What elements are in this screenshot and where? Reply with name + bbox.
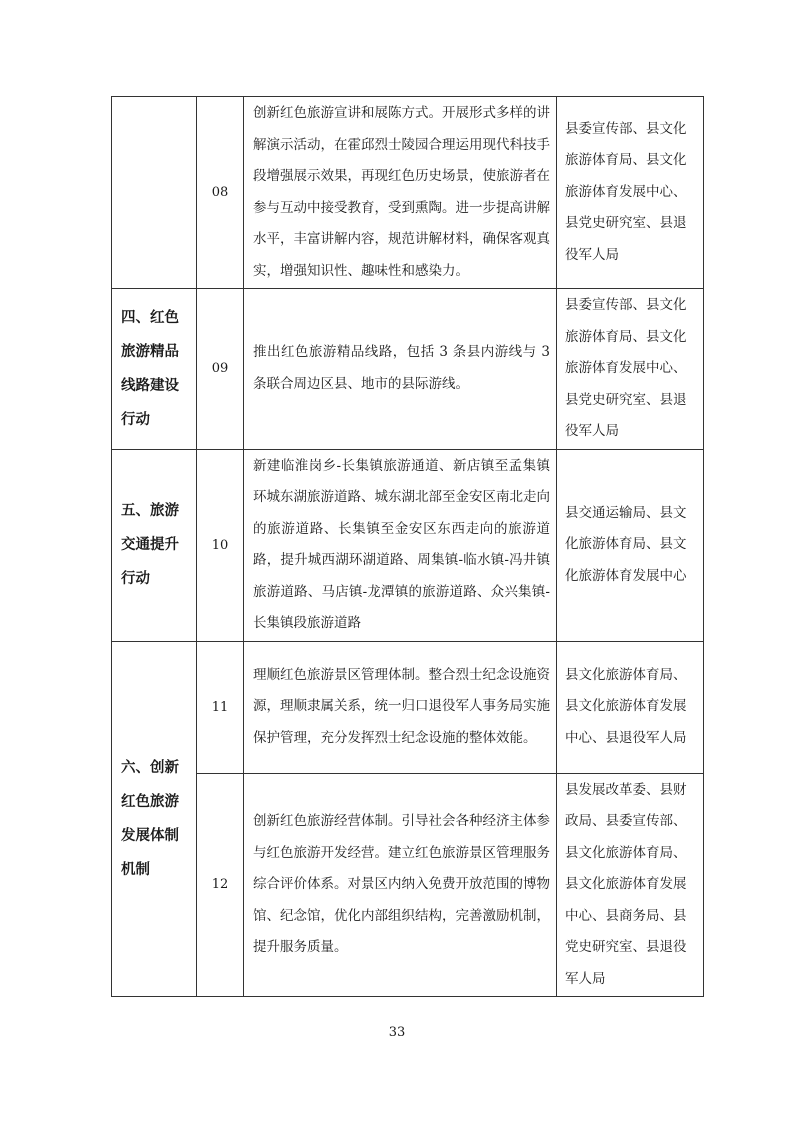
page-number: 33 bbox=[388, 1025, 406, 1040]
action-plan-table bbox=[111, 96, 704, 997]
item-number: 12 bbox=[197, 773, 244, 997]
responsible-departments: 县委宣传部、县文化旅游体育局、县文化旅游体育发展中心、县党史研究室、县退役军人局 bbox=[557, 97, 704, 289]
table-row bbox=[112, 449, 704, 641]
responsible-departments: 县文化旅游体育局、县文化旅游体育发展中心、县退役军人局 bbox=[557, 641, 704, 773]
table-row bbox=[112, 97, 704, 289]
table-row bbox=[112, 773, 704, 997]
category-cell bbox=[112, 97, 197, 289]
category-cell: 四、红色旅游精品线路建设行动 bbox=[112, 289, 197, 450]
item-number: 08 bbox=[197, 97, 244, 289]
item-number: 10 bbox=[197, 449, 244, 641]
task-content: 创新红色旅游宣讲和展陈方式。开展形式多样的讲解演示活动，在霍邱烈士陵园合理运用现代科技手段增强展示效果，再现红色历史场景，使旅游者在参与互动中接受教育，受到熏陶。进一步提高讲解水平，丰富讲解内容，规范讲解材料，确保客观真实，增强知识性、趣味性和感染力。 bbox=[244, 97, 557, 289]
task-content: 理顺红色旅游景区管理体制。整合烈士纪念设施资源，理顺隶属关系，统一归口退役军人事务局实施保护管理，充分发挥烈士纪念设施的整体效能。 bbox=[244, 641, 557, 773]
item-number: 11 bbox=[197, 641, 244, 773]
task-content: 新建临淮岗乡-长集镇旅游通道、新店镇至孟集镇环城东湖旅游道路、城东湖北部至金安区南北走向的旅游道路、长集镇至金安区东西走向的旅游道路，提升城西湖环湖道路、周集镇-临水镇-冯井镇旅游道路、马店镇-龙潭镇的旅游道路、众兴集镇-长集镇段旅游道路 bbox=[244, 449, 557, 641]
category-cell: 五、旅游交通提升行动 bbox=[112, 449, 197, 641]
task-content: 推出红色旅游精品线路，包括 3 条县内游线与 3 条联合周边区县、地市的县际游线。 bbox=[244, 289, 557, 450]
item-number: 09 bbox=[197, 289, 244, 450]
responsible-departments: 县发展改革委、县财政局、县委宣传部、县文化旅游体育局、县文化旅游体育发展中心、县商务局、县党史研究室、县退役军人局 bbox=[557, 773, 704, 997]
responsible-departments: 县委宣传部、县文化旅游体育局、县文化旅游体育发展中心、县党史研究室、县退役军人局 bbox=[557, 289, 704, 450]
task-content: 创新红色旅游经营体制。引导社会各种经济主体参与红色旅游开发经营。建立红色旅游景区管理服务综合评价体系。对景区内纳入免费开放范围的博物馆、纪念馆，优化内部组织结构，完善激励机制，提升服务质量。 bbox=[244, 773, 557, 997]
category-cell: 六、创新红色旅游发展体制机制 bbox=[112, 641, 197, 997]
responsible-departments: 县交通运输局、县文化旅游体育局、县文化旅游体育发展中心 bbox=[557, 449, 704, 641]
table-row bbox=[112, 641, 704, 773]
table-row bbox=[112, 289, 704, 450]
